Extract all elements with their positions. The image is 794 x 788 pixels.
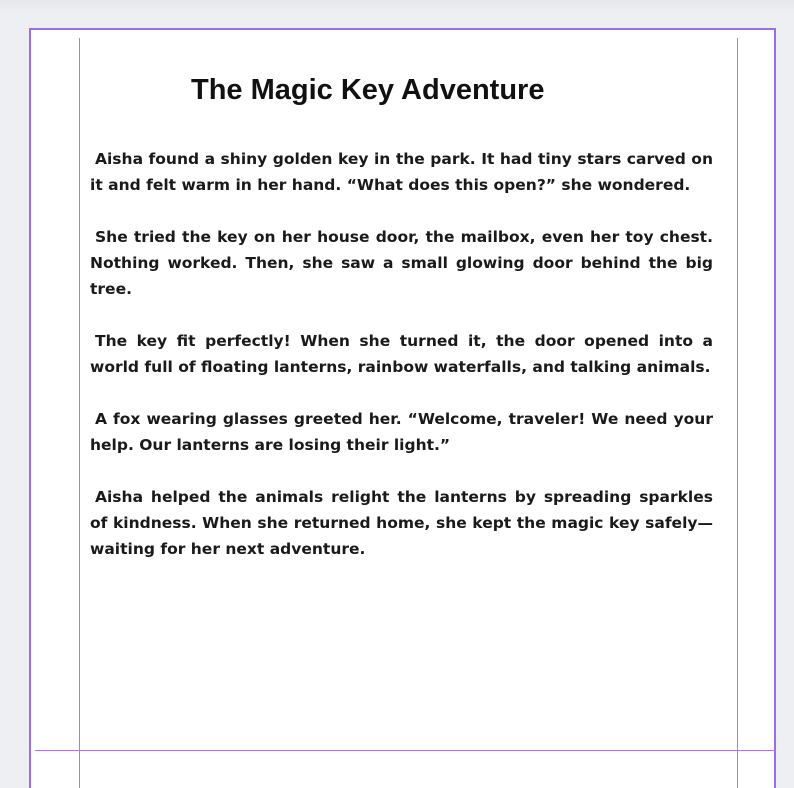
paragraph-5[interactable]: Aisha helped the animals relight the lanterns by spreading sparkles of kindness. When she returned home, she kept the magic key safely—waiting for her next adventure. — [90, 488, 713, 558]
paragraph-3[interactable]: The key fit perfectly! When she turned it, the door opened into a world full of floating lanterns, rainbow waterfalls, and talking animals. — [90, 332, 713, 376]
paragraph-2[interactable]: She tried the key on her house door, the mailbox, even her toy chest. Nothing worked. Then, she saw a small glowing door behind the big tree. — [90, 228, 713, 298]
story-body — [90, 146, 713, 588]
paragraph-1[interactable]: Aisha found a shiny golden key in the park. It had tiny stars carved on it and felt warm in her hand. “What does this open?” she wondered. — [90, 150, 713, 194]
left-margin-guide — [79, 38, 80, 788]
document-title[interactable]: The Magic Key Adventure — [191, 74, 545, 106]
bottom-margin-guide — [35, 750, 775, 751]
right-margin-guide — [737, 38, 738, 788]
document-page[interactable] — [29, 28, 776, 788]
paragraph-4[interactable]: A fox wearing glasses greeted her. “Welcome, traveler! We need your help. Our lanterns are losing their light.” — [90, 410, 713, 454]
top-bar — [0, 0, 794, 14]
